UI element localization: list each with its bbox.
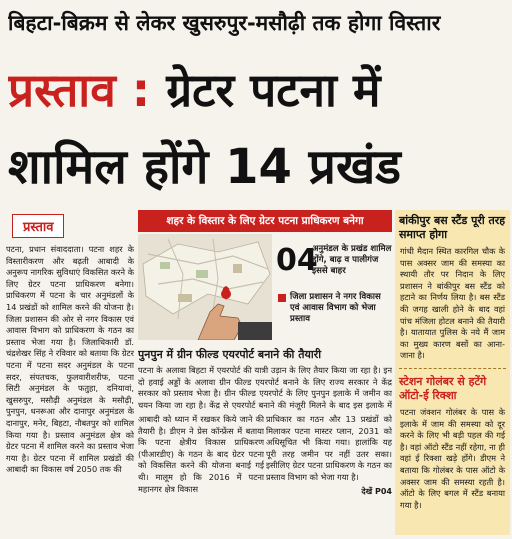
left-body-text: पटना, प्रधान संवाददाता। पटना शहर के विस्तारीकरण और बढ़ती आबादी के अनुरूप नागरिक सुविधाएं विकसित करने के लिए ग्रेटर पटना प्राधिकरण बनेगा। प्राधिकरण में पटना के चार अनुमंडलों के 14 प्रखंडों को शामिल करने की योजना है। जिला प्रशासन की ओर से नगर विकास एवं आवास विभाग को प्राधिकरण के गठन का प्रस्ताव भेजा गया है। जिलाधिकारी डॉ. चंद्रशेखर सिंह ने रविवार को बताया कि ग्रेटर पटना में पटना सदर अनुमंडल के पटना सदर, संपतचक, फुलवारीशरीफ, पटना सिटी अनुमंडल के फतुहा, दनियावां, खुसरुपुर, मसौढ़ी अनुमंडल के मसौढ़ी, पुनपुन, धनरूआ और दानापुर अनुमंडल के दानापुर, मनेर, बिहटा, नौबतपुर को शामिल किया गया है। प्रस्ताव अनुमंडल क्षेत्र को ग्रेटर पटना में शामिल करने का प्रस्ताव भेजा गया है। ग्रेटर पटना में शामिल प्रखंडों की आबादी का विकास वर्ष 2050 तक की: [6, 244, 134, 475]
bullet-square-icon: [278, 294, 286, 302]
middle-col2-text: प्राधिकार का गठन और 13 प्रखंडों को मिलाकर पटना मास्टर प्लान, 2031 को अधिसूचित भी किया गया। हालांकि यह पूरी तरह जमीन पर नहीं उतर सका। इसीलिए ग्रेटर पटना प्राधिकरण के गठन का प्रस्ताव विभाग को भेजा गया है।: [266, 414, 392, 482]
middle-column-1: [138, 414, 264, 532]
right-body-1: गांधी मैदान स्थित कारगिल चौक के पास अक्सर जाम की समस्या का स्थायी तौर पर निदान के लिए प्रशासन ने बांकीपुर बस स्टैंड को हटाने का निर्णय लिया है। बस स्टैंड की जगह खाली होने के बाद वहां पांच मंजिला होटल बनाने की तैयारी है। यातायात पुलिस के नये मैं जाम का मुख्य कारण बसों का आना-जाना है।: [400, 246, 505, 361]
info-box: [276, 236, 392, 346]
see-page-reference: देखें P04: [361, 486, 392, 496]
middle-wide-text-block: [138, 365, 392, 411]
info-number: 04: [276, 243, 318, 278]
right-column: [395, 210, 510, 535]
section-label: प्रस्ताव: [12, 214, 64, 238]
middle-banner: शहर के विस्तार के लिए ग्रेटर पटना प्राधिकरण बनेगा: [138, 210, 392, 232]
divider: [399, 368, 506, 369]
right-heading-2: स्टेशन गोलंबर से हटेंगे ऑटो-ई रिक्शा: [399, 374, 487, 402]
middle-column-2: [266, 414, 392, 532]
middle-wide-text: पटना के अलावा बिहटा में एयरपोर्ट की यात्री उड़ान के लिए तैयार किया जा रहा है। इन दो हवाई अड्डों के अलावा ग्रीन फील्ड एयरपोर्ट बनाने के लिए राज्य सरकार ने केंद्र सरकार को प्रस्ताव भेजा है। ग्रीन फील्ड एयरपोर्ट के लिए पुनपुन इलाके में जमीन का चयन किया जा रहा है। केंद्र से एयरपोर्ट बनाने की मंजूरी मिलने के बाद इस इलाके में: [138, 365, 392, 410]
info-line-1: अनुमंडल के प्रखंड शामिल होंगे, बाढ़ व पालीगंज इससे बाहर: [312, 244, 392, 276]
right-body-2-wrap: [395, 403, 510, 515]
kicker-line: बिहटा-बिक्रम से लेकर खुसरुपुर-मसौढ़ी तक होगा विस्तार: [8, 11, 441, 35]
headline-line-2: शामिल होंगे 14 प्रखंड: [8, 139, 401, 195]
right-body-2: पटना जंक्शन गोलंबर के पास के इलाके में जाम की समस्या को दूर करने के लिए भी बड़ी पहल की गई है। वहां ऑटो स्टैंड नहीं रहेगा, ना ही वहां ई रिक्शा खड़े होंगे। डीएम ने बताया कि गोलंबर के पास ऑटो के अक्सर जाम की समस्या रहती है। ऑटो के लिए बगल में स्टैंड बनाया गया है।: [400, 406, 505, 510]
headline-line-1: [8, 48, 508, 132]
info-line-2: जिला प्रशासन ने नगर विकास एवं आवास विभाग को भेजा प्रस्ताव: [290, 292, 381, 324]
right-body-1-wrap: [395, 242, 510, 366]
map-illustration: [138, 234, 272, 340]
headline-black-part: ग्रेटर पटना में: [150, 63, 381, 117]
middle-subhead: पुनपुन में ग्रीन फील्ड एयरपोर्ट बनाने की तैयारी: [138, 348, 322, 361]
right-heading-1: बांकीपुर बस स्टैंड पूरी तरह समाप्त होगा: [399, 214, 506, 241]
left-column: [6, 210, 134, 535]
headline-red-part: प्रस्ताव :: [8, 63, 151, 117]
map-illustration-svg: [138, 234, 272, 340]
middle-col1-text: आबादी को ध्यान में रखकर किये जाने की तैयारी है। डीएम ने प्रेस कॉन्फ्रेंस में बताया कि पटना क्षेत्रीय विकास प्राधिकरण (पीआरडीए) के गठन के बाद ग्रेटर पटना को विकसित करने की योजना बनाई गई थी। मालूम हो कि 2016 में पटना महानगर क्षेत्र विकास: [138, 414, 264, 494]
